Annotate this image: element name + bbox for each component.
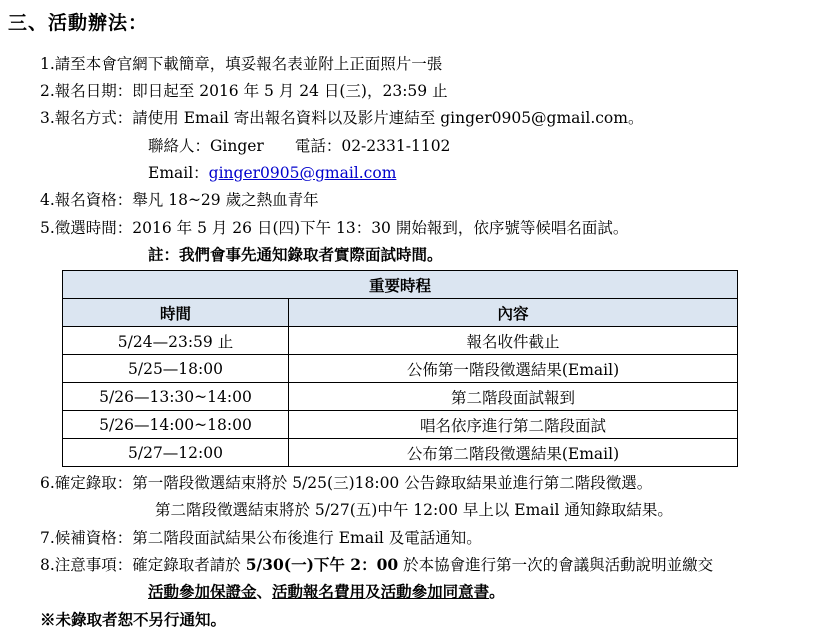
final-note: ※未錄取者恕不另行通知。 xyxy=(40,610,227,629)
item-1: 1.請至本會官網下載簡章，填妥報名表並附上正面照片一張 xyxy=(40,55,443,73)
schedule-title: 重要時程 xyxy=(63,271,738,299)
table-row xyxy=(63,411,738,439)
row-time: 5/26—14:00~18:00 xyxy=(63,411,289,439)
column-header-time: 時間 xyxy=(63,299,289,327)
item-4-eligibility: 4.報名資格：舉凡 18~29 歲之熱血青年 xyxy=(40,191,319,209)
fee-item: 活動報名費用 xyxy=(272,582,366,601)
contact-line: 聯絡人：Ginger 電話：02-2331-1102 xyxy=(148,137,451,155)
meeting-time: 5/30(一)下午 2：00 xyxy=(245,555,399,574)
column-header-content: 內容 xyxy=(289,299,738,327)
table-row xyxy=(63,439,738,467)
row-content: 公布第二階段徵選結果(Email) xyxy=(289,439,738,467)
table-row xyxy=(63,383,738,411)
consent-form-item: 活動參加同意書 xyxy=(380,582,490,601)
row-content: 第二階段面試報到 xyxy=(289,383,738,411)
item-8-notes xyxy=(40,555,713,575)
email-label: Email： xyxy=(148,164,209,182)
item-5-audition-time: 5.徵選時間：2016 年 5 月 26 日(四)下午 13：30 開始報到，依序號等候唱名面試。 xyxy=(40,219,629,237)
email-link[interactable]: ginger0905@gmail.com xyxy=(208,164,397,182)
item-7-waitlist: 7.候補資格：第二階段面試結果公布後進行 Email 及電話通知。 xyxy=(40,529,482,547)
period: 。 xyxy=(489,582,505,601)
row-time: 5/25—18:00 xyxy=(63,355,289,383)
table-row xyxy=(63,327,738,355)
separator: 、 xyxy=(256,582,273,601)
required-documents xyxy=(148,582,505,602)
deposit-item: 活動參加保證金 xyxy=(148,582,257,601)
row-content: 唱名依序進行第二階段面試 xyxy=(289,411,738,439)
item-6-second-stage: 第二階段徵選結束將於 5/27(五)中午 12:00 早上以 Email 通知錄取結果。 xyxy=(155,501,673,519)
notes-suffix: 於本協會進行第一次的會議與活動說明並繳交 xyxy=(398,556,714,574)
row-content: 公佈第一階段徵選結果(Email) xyxy=(289,355,738,383)
separator: 及 xyxy=(365,582,381,601)
row-time: 5/27—12:00 xyxy=(63,439,289,467)
row-time: 5/24—23:59 止 xyxy=(63,327,289,355)
table-row xyxy=(63,355,738,383)
email-line xyxy=(148,163,396,183)
interview-note: 註：我們會事先通知錄取者實際面試時間。 xyxy=(148,245,443,264)
notes-prefix: 8.注意事項：確定錄取者請於 xyxy=(40,556,246,574)
item-2-registration-date: 2.報名日期：即日起至 2016 年 5 月 24 日(三)，23:59 止 xyxy=(40,82,448,100)
row-time: 5/26—13:30~14:00 xyxy=(63,383,289,411)
section-heading: 三、活動辦法： xyxy=(8,12,149,34)
item-3-registration-method: 3.報名方式：請使用 Email 寄出報名資料以及影片連結至 ginger0905@gmail.com。 xyxy=(40,109,644,127)
item-6-confirmation: 6.確定錄取：第一階段徵選結束將於 5/25(三)18:00 公告錄取結果並進行第二階段徵選。 xyxy=(40,474,653,492)
row-content: 報名收件截止 xyxy=(289,327,738,355)
schedule-table xyxy=(62,270,738,467)
